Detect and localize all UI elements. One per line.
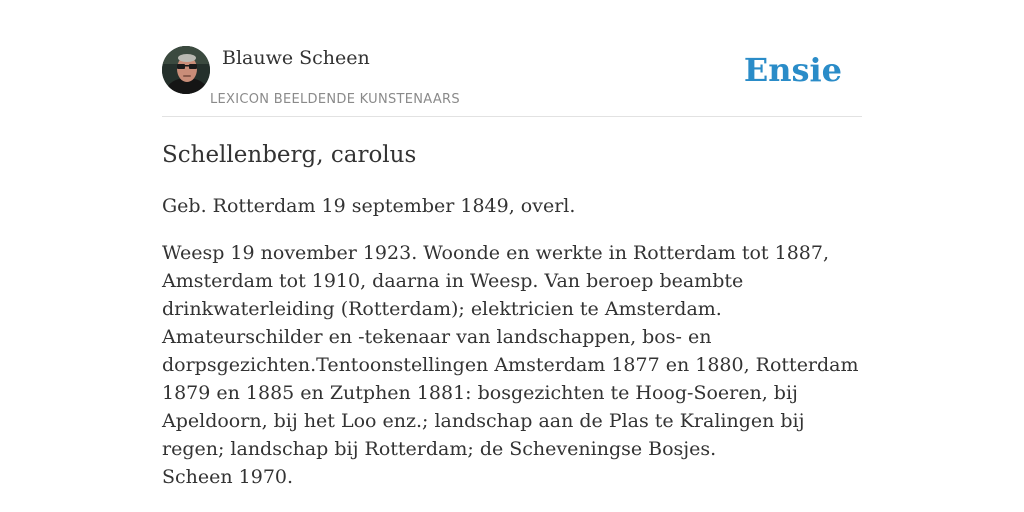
entry-header: [162, 46, 862, 117]
entry-source: Scheen 1970.: [162, 466, 294, 488]
avatar-photo: [162, 46, 210, 94]
author-name[interactable]: Blauwe Scheen: [222, 47, 370, 69]
entry-title: Schellenberg, carolus: [162, 142, 417, 168]
brand-logo[interactable]: Ensie: [743, 51, 842, 89]
entry-paragraph: Geb. Rotterdam 19 september 1849, overl.: [162, 195, 576, 217]
author-avatar[interactable]: [162, 46, 210, 94]
entry-paragraph: Weesp 19 november 1923. Woonde en werkte in Rotterdam tot 1887, Amsterdam tot 1910, daarna in Weesp. Van beroep beambte drinkwaterleiding (Rotterdam); elektricien te Amsterdam. Amateurschilder en -tekenaar van landschappen, bos- en dorpsgezichten.Tentoonstellingen Amsterdam 1877 en 1880, Rotterdam 1879 en 1885 en Zutphen 1881: bosgezichten te Hoog-Soeren, bij Apeldoorn, bij het Loo enz.; landschap aan de Plas te Kralingen bij regen; landschap bij Rotterdam; de Scheveningse Bosjes.: [162, 242, 859, 460]
category-label[interactable]: LEXICON BEELDENDE KUNSTENAARS: [210, 92, 460, 107]
